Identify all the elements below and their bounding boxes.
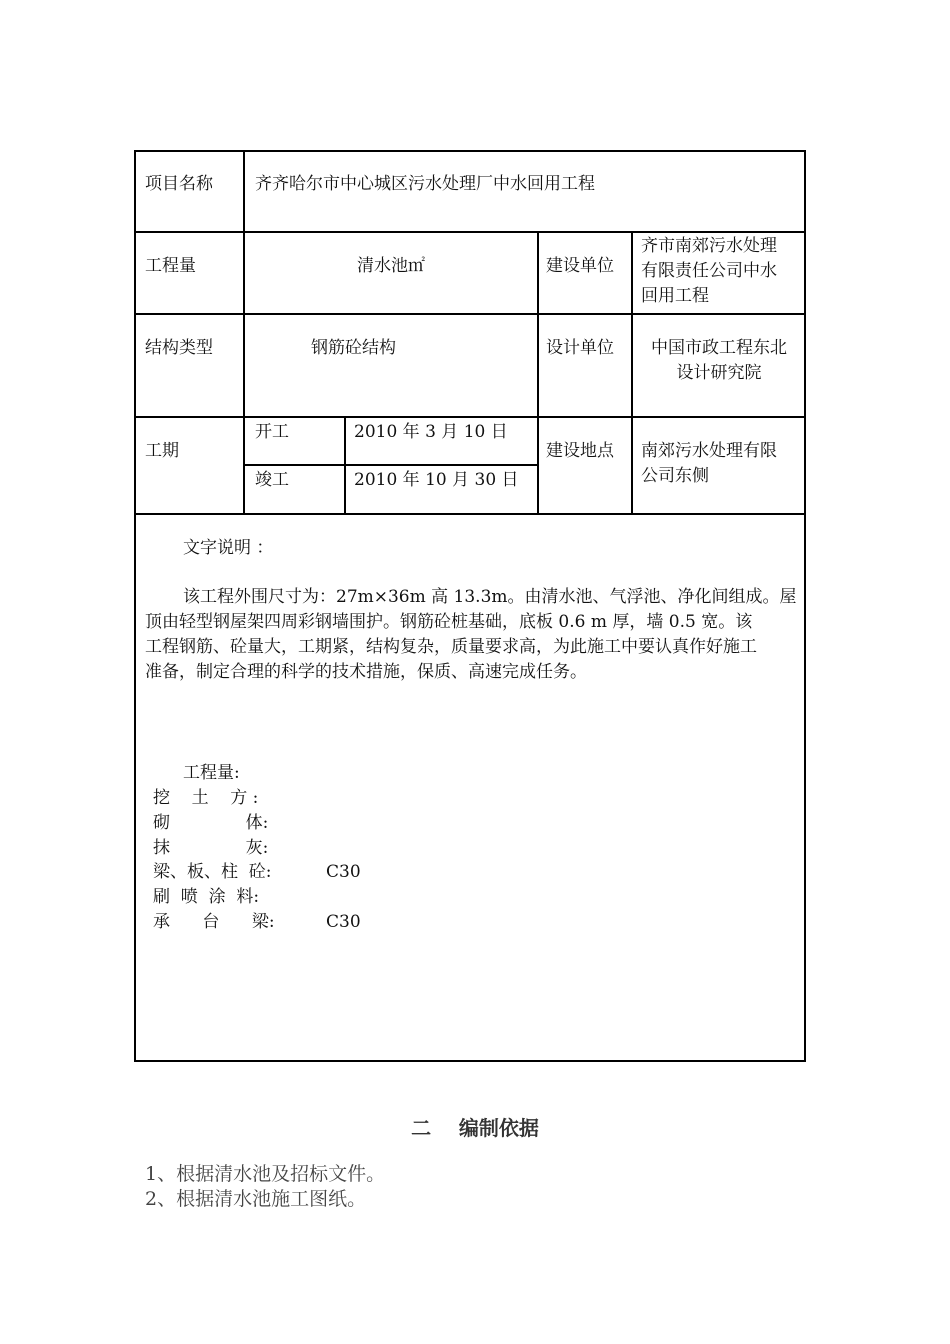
table-divider [344,416,346,514]
structure-type-label: 结构类型 [145,338,213,358]
quantity-item-label: 挖 土 方 : [153,788,259,808]
construction-unit-label: 建设单位 [546,256,614,276]
table-divider [134,416,806,418]
design-unit-value: 中国市政工程东北 设计研究院 [651,338,787,383]
quantity-item-label: 抹 灰: [153,838,269,858]
start-label: 开工 [255,422,289,442]
basis-item: 2、根据清水池施工图纸。 [145,1188,367,1210]
design-unit-label: 设计单位 [546,338,614,358]
end-date: 2010 年 10 月 30 日 [354,470,519,490]
table-divider [244,464,538,466]
table-divider [134,231,806,233]
basis-item: 1、根据清水池及招标文件。 [145,1163,386,1185]
table-divider [243,150,245,514]
description-heading: 文字说明 ： [183,538,274,558]
end-label: 竣工 [255,470,289,490]
quantity-item-label: 承 台 梁: [153,912,275,932]
construction-unit-value: 齐市南郊污水处理 有限责任公司中水 回用工程 [641,236,777,306]
table-divider [134,513,806,515]
start-date: 2010 年 3 月 10 日 [354,422,508,442]
quantity-label: 工程量 [145,256,196,276]
quantity-item-label: 刷 喷 涂 料: [153,887,260,907]
site-label: 建设地点 [546,441,614,461]
quantity-value: 清水池㎡ [357,256,425,276]
quantities-heading: 工程量: [183,763,240,783]
structure-type-value: 钢筋砼结构 [311,338,396,358]
schedule-label: 工期 [145,441,179,461]
section-title: 二 编制依据 [411,1116,539,1140]
quantity-item-value: C30 [326,862,361,882]
site-value: 南郊污水处理有限 公司东侧 [641,441,777,486]
project-name-value: 齐齐哈尔市中心城区污水处理厂中水回用工程 [255,174,595,194]
project-name-label: 项目名称 [145,174,213,194]
quantity-item-label: 砌 体: [153,813,269,833]
table-divider [134,313,806,315]
quantity-item-value: C30 [326,912,361,932]
description-body: 该工程外围尺寸为：27m×36m 高 13.3m。由清水池、气浮池、净化间组成。屋 顶由轻型钢屋架四周彩钢墙围护。钢筋砼桩基础，底板 0.6 m 厚，墙 0.5 宽。该 工程钢筋、砼量大，工期紧，结构复杂，质量要求高，为此施工中要认真作好施工 准备，制定合理的科学的技术措施，保质、高速完成任务。 [145,587,797,682]
quantity-item-label: 梁、板、柱 砼: [153,862,272,882]
